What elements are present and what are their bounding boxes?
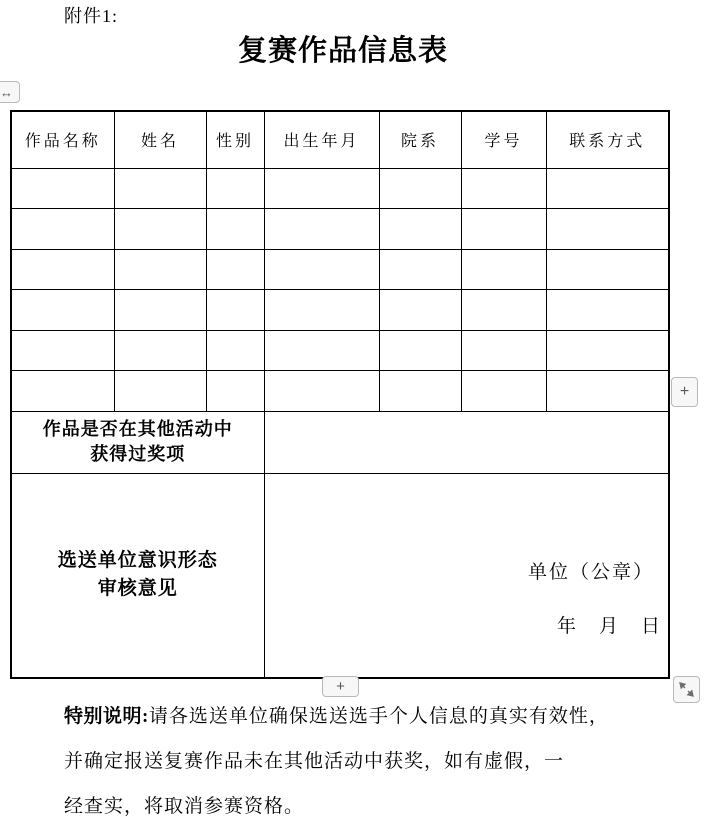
table-row [11, 249, 669, 290]
empty-cell[interactable] [11, 168, 114, 209]
seal-signature-block [265, 557, 669, 638]
empty-cell[interactable] [206, 249, 264, 290]
empty-cell[interactable] [11, 330, 114, 371]
empty-cell[interactable] [114, 249, 206, 290]
year-month-day-text: 年 月 日 [556, 615, 662, 637]
header-cell-name[interactable]: 姓名 [114, 111, 206, 168]
note-line-2 [64, 739, 664, 784]
review-opinion-line2: 审核意见 [97, 578, 178, 600]
empty-cell[interactable] [546, 371, 669, 412]
empty-cell[interactable] [264, 209, 379, 250]
header-cell-student-id[interactable]: 学号 [461, 111, 546, 168]
diagonal-resize-icon [677, 680, 696, 699]
header-cell-gender[interactable]: 性别 [206, 111, 264, 168]
header-cell-department[interactable]: 院系 [379, 111, 461, 168]
empty-cell[interactable] [206, 330, 264, 371]
empty-cell[interactable] [114, 330, 206, 371]
note-line-2-text: 并确定报送复赛作品未在其他活动中获奖，如有虚假，一 [64, 751, 565, 772]
empty-cell[interactable] [264, 290, 379, 331]
empty-cell[interactable] [379, 371, 461, 412]
empty-cell[interactable] [11, 249, 114, 290]
table-row [11, 371, 669, 412]
review-opinion-row [11, 473, 669, 678]
unit-seal-text: 单位（公章） [527, 561, 654, 583]
table-move-handle[interactable] [0, 81, 20, 103]
award-question-line1: 作品是否在其他活动中 [42, 419, 233, 439]
table-row [11, 290, 669, 331]
header-cell-contact[interactable]: 联系方式 [546, 111, 669, 168]
empty-cell[interactable] [114, 371, 206, 412]
empty-cell[interactable] [461, 249, 546, 290]
table-row [11, 209, 669, 250]
empty-cell[interactable] [379, 290, 461, 331]
empty-cell[interactable] [206, 168, 264, 209]
note-line-3-text: 经查实，将取消参赛资格。 [64, 796, 305, 817]
empty-cell[interactable] [379, 168, 461, 209]
page-title: 复赛作品信息表 [237, 35, 448, 67]
empty-cell[interactable] [264, 249, 379, 290]
note-line-1-text: 请各选送单位确保选送选手个人信息的真实有效性， [148, 706, 609, 727]
review-opinion-line1: 选送单位意识形态 [57, 550, 218, 572]
plus-icon: + [679, 383, 690, 400]
award-question-row [11, 411, 669, 473]
empty-cell[interactable] [264, 330, 379, 371]
empty-cell[interactable] [461, 209, 546, 250]
attachment-label: 附件1: [64, 6, 119, 26]
empty-cell[interactable] [206, 290, 264, 331]
special-note [64, 694, 664, 829]
note-line-3 [64, 784, 664, 829]
empty-cell[interactable] [206, 209, 264, 250]
empty-cell[interactable] [114, 290, 206, 331]
empty-cell[interactable] [114, 209, 206, 250]
plus-icon: + [336, 678, 345, 695]
empty-cell[interactable] [11, 290, 114, 331]
review-opinion-label-cell[interactable] [11, 473, 264, 678]
empty-cell[interactable] [379, 209, 461, 250]
empty-cell[interactable] [114, 168, 206, 209]
award-question-label-cell[interactable] [11, 411, 264, 473]
table-resize-handle[interactable] [673, 676, 700, 703]
empty-cell[interactable] [379, 249, 461, 290]
empty-cell[interactable] [546, 330, 669, 371]
note-line-1 [64, 694, 664, 739]
empty-cell[interactable] [461, 371, 546, 412]
empty-cell[interactable] [461, 290, 546, 331]
award-question-line2: 获得过奖项 [90, 444, 186, 464]
empty-cell[interactable] [546, 290, 669, 331]
review-opinion-value-cell[interactable] [264, 473, 669, 678]
empty-cell[interactable] [379, 330, 461, 371]
empty-cell[interactable] [461, 168, 546, 209]
empty-cell[interactable] [546, 209, 669, 250]
info-table [10, 110, 670, 679]
header-cell-work-name[interactable]: 作品名称 [11, 111, 114, 168]
note-label: 特别说明: [64, 706, 149, 727]
empty-cell[interactable] [264, 168, 379, 209]
move-arrow-icon: ↔ [0, 84, 13, 100]
table-row [11, 330, 669, 371]
award-question-value-cell[interactable] [264, 411, 669, 473]
header-cell-birth[interactable]: 出生年月 [264, 111, 379, 168]
empty-cell[interactable] [206, 371, 264, 412]
add-column-button[interactable] [671, 377, 698, 407]
empty-cell[interactable] [264, 371, 379, 412]
empty-cell[interactable] [461, 330, 546, 371]
table-row [11, 168, 669, 209]
empty-cell[interactable] [546, 249, 669, 290]
empty-cell[interactable] [11, 371, 114, 412]
header-row [11, 111, 669, 168]
empty-cell[interactable] [546, 168, 669, 209]
empty-cell[interactable] [11, 209, 114, 250]
